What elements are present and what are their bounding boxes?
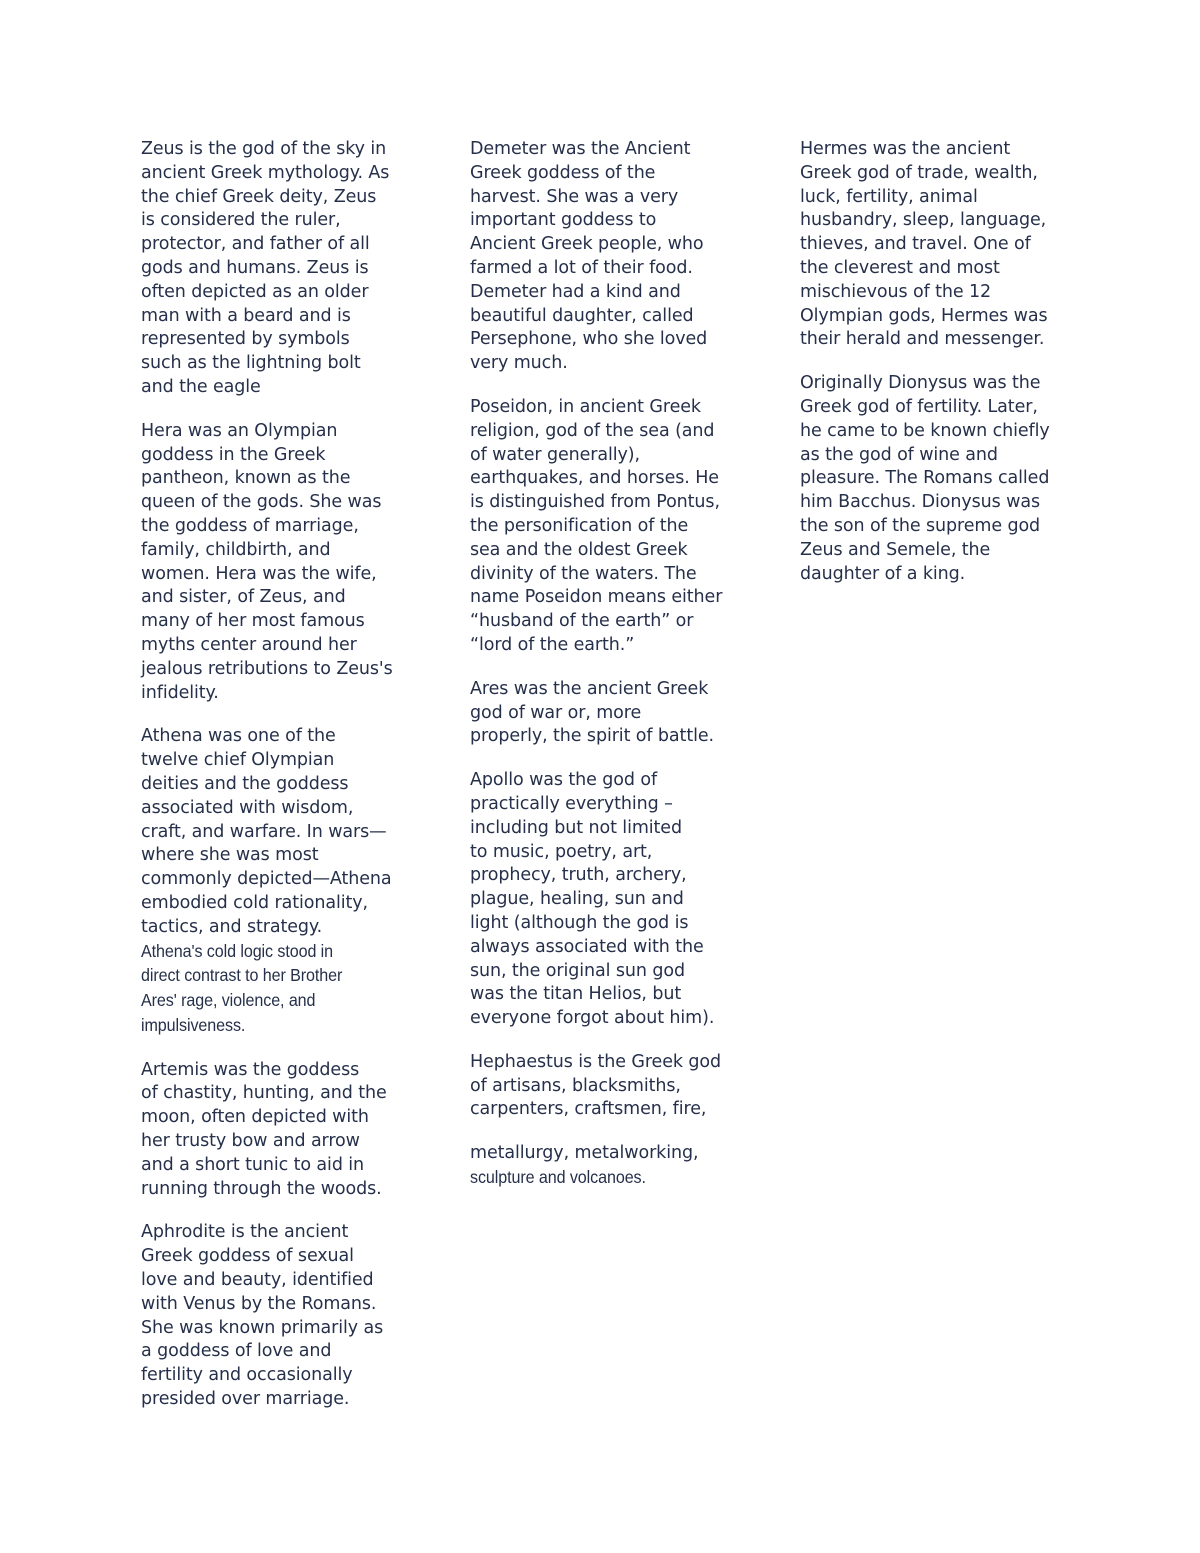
text-line: thieves, and travel. One of — [800, 234, 1031, 255]
text-line: Ancient Greek people, who — [470, 234, 704, 255]
column-3 — [800, 138, 1075, 606]
text-line: including but not limited — [470, 817, 682, 838]
column-2 — [470, 138, 745, 1211]
text-line: love and beauty, identified — [141, 1270, 374, 1291]
narrow-text: Ares' rage, violence, and — [141, 990, 316, 1011]
text-line: jealous retributions to Zeus's — [141, 658, 393, 679]
text-line: was the titan Helios, but — [470, 984, 682, 1005]
text-line: Hera was an Olympian — [141, 420, 338, 441]
text-line: properly, the spirit of battle. — [470, 726, 714, 747]
text-line-narrow — [141, 1014, 411, 1039]
text-line: is distinguished from Pontus, — [470, 492, 720, 513]
text-line: god of war or, more — [470, 702, 642, 723]
text-line: of water generally), — [470, 444, 640, 465]
paragraph-artemis — [141, 1059, 411, 1202]
text-line: “lord of the earth.” — [470, 634, 635, 655]
text-line: metallurgy, metalworking, — [470, 1143, 699, 1164]
text-line: the chief Greek deity, Zeus — [141, 186, 377, 207]
text-line: protector, and father of all — [141, 234, 370, 255]
text-line: carpenters, craftsmen, fire, — [470, 1099, 707, 1120]
paragraph-dionysus — [800, 372, 1075, 586]
text-line: of chastity, hunting, and the — [141, 1083, 387, 1104]
text-line: man with a beard and is — [141, 305, 351, 326]
text-line: husbandry, sleep, language, — [800, 210, 1047, 231]
text-line: their herald and messenger. — [800, 329, 1045, 350]
text-line: the cleverest and most — [800, 257, 1000, 278]
text-line: goddess in the Greek — [141, 444, 326, 465]
text-line: Persephone, who she loved — [470, 329, 708, 350]
text-line-narrow — [470, 1166, 745, 1191]
text-line: presided over marriage. — [141, 1389, 350, 1410]
text-line: to music, poetry, art, — [470, 841, 653, 862]
text-line: Greek god of fertility. Later, — [800, 396, 1038, 417]
paragraph-hera — [141, 420, 411, 706]
column-1 — [141, 138, 411, 1432]
text-line: Greek god of trade, wealth, — [800, 162, 1038, 183]
text-line: earthquakes, and horses. He — [470, 468, 719, 489]
text-line: the son of the supreme god — [800, 515, 1041, 536]
paragraph-zeus — [141, 138, 411, 400]
text-line: daughter of a king. — [800, 563, 966, 584]
text-line: infidelity. — [141, 682, 219, 703]
text-line: him Bacchus. Dionysus was — [800, 492, 1040, 513]
text-line: where she was most — [141, 845, 319, 866]
text-line: religion, god of the sea (and — [470, 420, 715, 441]
text-line: represented by symbols — [141, 329, 350, 350]
text-line: She was known primarily as — [141, 1317, 384, 1338]
text-line: often depicted as an older — [141, 281, 369, 302]
paragraph-ares — [470, 678, 745, 749]
narrow-text: direct contrast to her Brother — [141, 965, 343, 986]
text-line-narrow — [141, 940, 411, 965]
text-line: farmed a lot of their food. — [470, 257, 693, 278]
text-line: moon, often depicted with — [141, 1107, 369, 1128]
paragraph-hephaestus-1 — [470, 1051, 745, 1122]
text-line: Zeus and Semele, the — [800, 539, 991, 560]
text-line: a goddess of love and — [141, 1341, 332, 1362]
text-line: tactics, and strategy. — [141, 916, 323, 937]
text-line-narrow — [141, 989, 411, 1014]
text-line: is considered the ruler, — [141, 210, 341, 231]
text-line: the goddess of marriage, — [141, 515, 359, 536]
text-line-narrow — [141, 964, 411, 989]
text-line: he came to be known chiefly — [800, 420, 1050, 441]
text-line: Artemis was the goddess — [141, 1059, 360, 1080]
narrow-text: impulsiveness. — [141, 1014, 246, 1035]
text-line: name Poseidon means either — [470, 587, 723, 608]
text-line: myths center around her — [141, 634, 357, 655]
text-line: “husband of the earth” or — [470, 611, 694, 632]
text-line: divinity of the waters. The — [470, 563, 697, 584]
text-line: as the god of wine and — [800, 444, 998, 465]
text-line: Athena was one of the — [141, 726, 336, 747]
text-line: commonly depicted—Athena — [141, 869, 392, 890]
text-line: Demeter was the Ancient — [470, 139, 691, 159]
text-line: pleasure. The Romans called — [800, 468, 1050, 489]
text-line: and sister, of Zeus, and — [141, 587, 346, 608]
text-line: Ares was the ancient Greek — [470, 678, 709, 699]
paragraph-hephaestus-2 — [470, 1142, 745, 1191]
text-line: always associated with the — [470, 936, 704, 957]
text-line: with Venus by the Romans. — [141, 1293, 377, 1314]
text-line: very much. — [470, 353, 568, 374]
text-line: embodied cold rationality, — [141, 892, 368, 913]
paragraph-apollo — [470, 769, 745, 1031]
text-line: the personification of the — [470, 515, 689, 536]
text-line: Olympian gods, Hermes was — [800, 305, 1048, 326]
text-line: deities and the goddess — [141, 773, 349, 794]
text-line: pantheon, known as the — [141, 468, 351, 489]
text-line: queen of the gods. She was — [141, 492, 382, 513]
text-line: everyone forgot about him). — [470, 1008, 715, 1029]
paragraph-athena — [141, 725, 411, 1038]
text-line: practically everything – — [470, 793, 673, 814]
text-line: gods and humans. Zeus is — [141, 257, 369, 278]
text-line: harvest. She was a very — [470, 186, 679, 207]
text-line: Zeus is the god of the sky in — [141, 139, 387, 159]
text-line: her trusty bow and arrow — [141, 1131, 360, 1152]
text-line: Greek goddess of the — [470, 162, 656, 183]
text-line: Aphrodite is the ancient — [141, 1222, 349, 1243]
text-line: women. Hera was the wife, — [141, 563, 377, 584]
text-line: beautiful daughter, called — [470, 305, 694, 326]
text-line: Originally Dionysus was the — [800, 373, 1041, 394]
text-line: Hephaestus is the Greek god — [470, 1051, 722, 1072]
text-line: many of her most famous — [141, 611, 365, 632]
text-line: fertility and occasionally — [141, 1365, 353, 1386]
text-line: Demeter had a kind and — [470, 281, 681, 302]
text-line: and the eagle — [141, 376, 261, 397]
text-line: such as the lightning bolt — [141, 353, 361, 374]
text-line: luck, fertility, animal — [800, 186, 978, 207]
text-line: sea and the oldest Greek — [470, 539, 688, 560]
text-line: light (although the god is — [470, 912, 689, 933]
text-line: Hermes was the ancient — [800, 139, 1011, 159]
narrow-text: Athena's cold logic stood in — [141, 940, 334, 961]
text-line: plague, healing, sun and — [470, 889, 684, 910]
text-line: mischievous of the 12 — [800, 281, 992, 302]
text-line: Greek goddess of sexual — [141, 1246, 354, 1267]
text-line: ancient Greek mythology. As — [141, 162, 390, 183]
text-line: craft, and warfare. In wars— — [141, 821, 387, 842]
paragraph-demeter — [470, 138, 745, 376]
text-line: sun, the original sun god — [470, 960, 685, 981]
paragraph-poseidon — [470, 396, 745, 658]
text-line: and a short tunic to aid in — [141, 1154, 365, 1175]
paragraph-aphrodite — [141, 1221, 411, 1411]
text-line: family, childbirth, and — [141, 539, 331, 560]
text-line: Apollo was the god of — [470, 770, 658, 791]
text-line: running through the woods. — [141, 1178, 382, 1199]
text-line: twelve chief Olympian — [141, 750, 335, 771]
text-line: prophecy, truth, archery, — [470, 865, 687, 886]
paragraph-hermes — [800, 138, 1075, 352]
text-line: important goddess to — [470, 210, 657, 231]
text-line: Poseidon, in ancient Greek — [470, 396, 701, 417]
text-line: of artisans, blacksmiths, — [470, 1075, 681, 1096]
text-line: associated with wisdom, — [141, 797, 354, 818]
narrow-text: sculpture and volcanoes. — [470, 1167, 646, 1188]
